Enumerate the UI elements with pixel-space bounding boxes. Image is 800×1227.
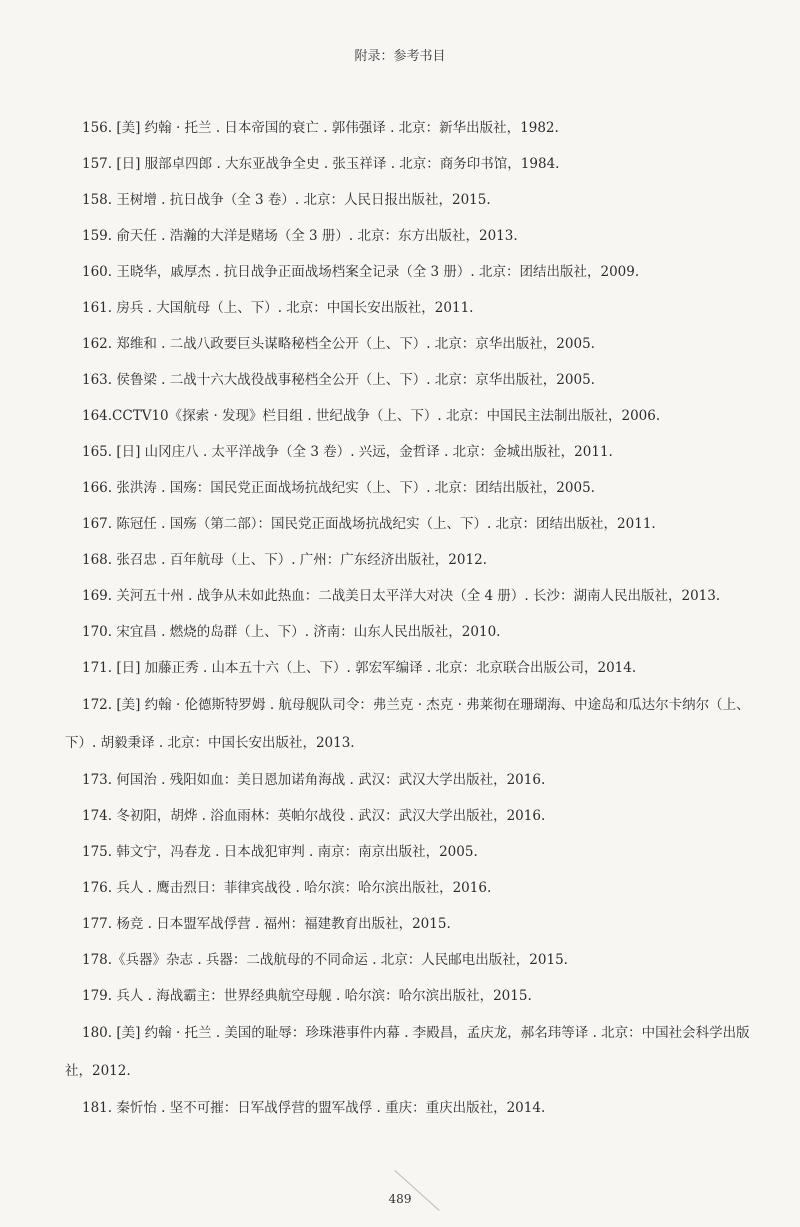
bibliography-entry: 160. 王晓华，戚厚杰 . 抗日战争正面战场档案全记录（全 3 册）. 北京：团结出版社，2009. — [82, 264, 640, 280]
bibliography-entry: 170. 宋宜昌 . 燃烧的岛群（上、下）. 济南：山东人民出版社，2010. — [82, 624, 501, 640]
bibliography-entry: 167. 陈冠任 . 国殇（第二部）：国民党正面战场抗战纪实（上、下）. 北京：团结出版社，2011. — [82, 516, 656, 532]
bibliography-entry: 174. 冬初阳，胡烨 . 浴血雨林：英帕尔战役 . 武汉：武汉大学出版社，2016. — [82, 808, 546, 824]
bibliography-entry: 156. [美] 约翰 · 托兰 . 日本帝国的衰亡 . 郭伟强译 . 北京：新华出版社，1982. — [82, 120, 559, 136]
bibliography-entry: 159. 俞天任 . 浩瀚的大洋是赌场（全 3 册）. 北京：东方出版社，2013. — [82, 228, 518, 244]
bibliography-entry: 157. [日] 服部卓四郎 . 大东亚战争全史 . 张玉祥译 . 北京：商务印书馆，1984. — [82, 156, 560, 172]
bibliography-entry: 180. [美] 约翰 · 托兰 . 美国的耻辱：珍珠港事件内幕 . 李殿昌，孟庆龙，郝名玮等译 . 北京：中国社会科学出版社，2012. — [65, 1025, 750, 1079]
bibliography-entry: 177. 杨竞 . 日本盟军战俘营 . 福州：福建教育出版社，2015. — [82, 916, 451, 932]
bibliography-entry: 176. 兵人 . 鹰击烈日：菲律宾战役 . 哈尔滨：哈尔滨出版社，2016. — [82, 880, 492, 896]
bibliography-entry: 169. 关河五十州 . 战争从未如此热血：二战美日太平洋大对决（全 4 册）. 长沙：湖南人民出版社，2013. — [82, 588, 721, 604]
bibliography-entry: 171. [日] 加藤正秀 . 山本五十六（上、下）. 郭宏军编译 . 北京：北京联合出版公司，2014. — [82, 660, 637, 676]
bibliography-entry: 178.《兵器》杂志 . 兵器：二战航母的不同命运 . 北京：人民邮电出版社，2015. — [82, 952, 568, 968]
bibliography-entry: 173. 何国治 . 残阳如血：美日恩加诺角海战 . 武汉：武汉大学出版社，2016. — [82, 772, 546, 788]
bibliography-entry: 175. 韩文宁，冯春龙 . 日本战犯审判 . 南京：南京出版社，2005. — [82, 844, 478, 860]
bibliography-entry: 164.CCTV10《探索 · 发现》栏目组 . 世纪战争（上、下）. 北京：中国民主法制出版社，2006. — [82, 408, 661, 424]
bibliography-entry: 162. 郑维和 . 二战八政要巨头谋略秘档全公开（上、下）. 北京：京华出版社，2005. — [82, 336, 595, 352]
bibliography-entry: 172. [美] 约翰 · 伦德斯特罗姆 . 航母舰队司令：弗兰克 · 杰克 · 弗莱彻在珊瑚海、中途岛和瓜达尔卡纳尔（上、下）. 胡毅秉译 . 北京：中国长安出版社，2013. — [65, 697, 750, 751]
bibliography-entry: 168. 张召忠 . 百年航母（上、下）. 广州：广东经济出版社，2012. — [82, 552, 487, 568]
bibliography-entry: 163. 侯鲁梁 . 二战十六大战役战事秘档全公开（上、下）. 北京：京华出版社，2005. — [82, 372, 595, 388]
page-number: 489 — [388, 1192, 412, 1206]
bibliography-entry: 158. 王树增 . 抗日战争（全 3 卷）. 北京：人民日报出版社，2015. — [82, 192, 491, 208]
bibliography-entry: 179. 兵人 . 海战霸主：世界经典航空母舰 . 哈尔滨：哈尔滨出版社，2015. — [82, 988, 532, 1004]
bibliography-entry: 166. 张洪涛 . 国殇：国民党正面战场抗战纪实（上、下）. 北京：团结出版社，2005. — [82, 480, 595, 496]
running-header: 附录：参考书目 — [354, 49, 446, 64]
bibliography-entry: 161. 房兵 . 大国航母（上、下）. 北京：中国长安出版社，2011. — [82, 300, 474, 316]
bibliography-entry: 165. [日] 山冈庄八 . 太平洋战争（全 3 卷）. 兴远，金哲译 . 北京：金城出版社，2011. — [82, 444, 613, 460]
bibliography-entry: 181. 秦忻怡 . 坚不可摧：日军战俘营的盟军战俘 . 重庆：重庆出版社，2014. — [82, 1100, 546, 1116]
bibliography-list — [65, 110, 765, 1126]
